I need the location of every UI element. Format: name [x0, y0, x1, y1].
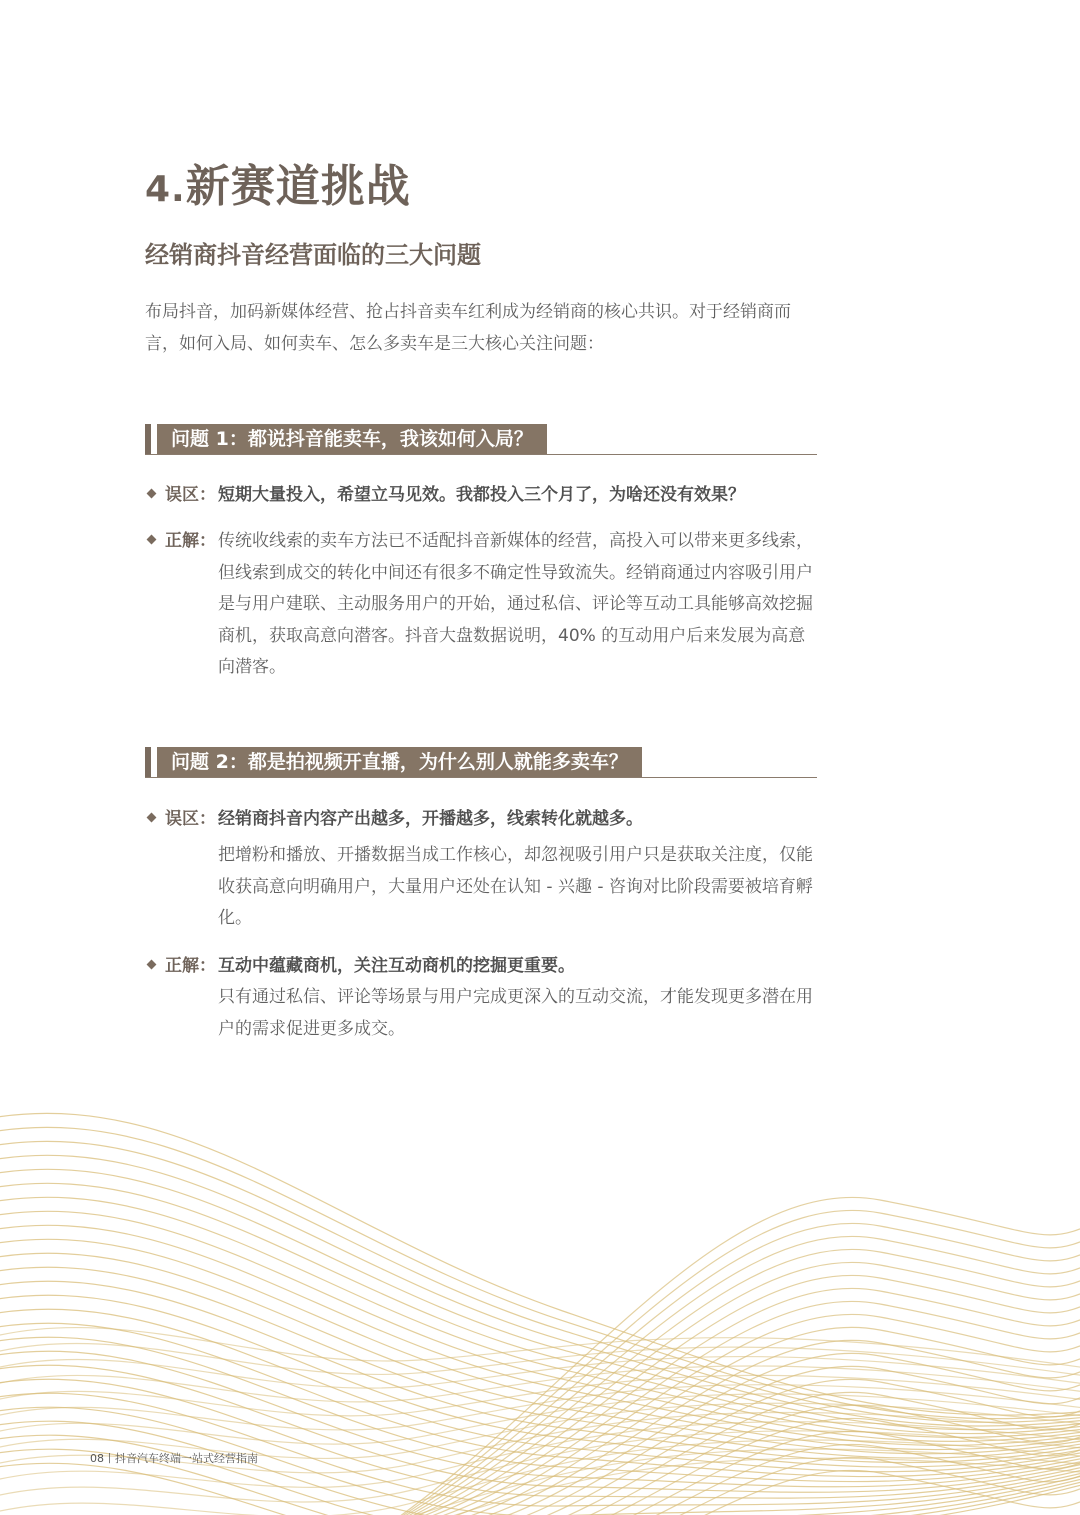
question-1-header	[145, 424, 817, 455]
question-2-header	[145, 747, 817, 778]
wave-line	[0, 1225, 1080, 1445]
section-title-text: 新赛道挑战	[185, 161, 411, 212]
question-2-title: 问题 2：都是拍视频开直播，为什么别人就能多卖车？	[157, 747, 642, 777]
intro-paragraph: 布局抖音，加码新媒体经营、抢占抖音卖车红利成为经销商的核心共识。对于经销商而言，如何入局、如何卖车、怎么多卖车是三大核心关注问题：	[145, 302, 791, 354]
section-number: 4.	[145, 169, 186, 210]
myth-detail: 把增粉和播放、开播数据当成工作核心，却忽视吸引用户只是获取关注度，仅能收获高意向明确用户，大量用户还处在认知 - 兴趣 - 咨询对比阶段需要被培育孵化。	[218, 845, 813, 928]
answer-text: 互动中蕴藏商机，关注互动商机的挖掘更重要。	[218, 956, 575, 976]
question-2-myth	[145, 804, 820, 934]
question-1-myth	[145, 480, 820, 512]
myth-text: 短期大量投入，希望立马见效。我都投入三个月了，为啥还没有效果？	[218, 485, 745, 505]
myth-tag: 误区：	[165, 809, 216, 829]
diamond-bullet-icon	[147, 813, 157, 823]
diamond-bullet-icon	[147, 489, 157, 499]
question-header-bar	[145, 424, 151, 454]
question-1-answer	[145, 526, 820, 686]
footer-separator: 丨	[104, 1452, 115, 1465]
question-header-bar	[145, 747, 151, 777]
answer-text: 传统收线索的卖车方法已不适配抖音新媒体的经营，高投入可以带来更多线索，但线索到成交的转化中间还有很多不确定性导致流失。经销商通过内容吸引用户是与用户建联、主动服务用户的开始，通过私信、评论等互动工具能够高效挖掘商机，获取高意向潜客。抖音大盘数据说明，40% 的互动用户后来发展为高意向潜客。	[218, 531, 813, 677]
page-number: 08	[90, 1452, 104, 1465]
wave-line	[0, 1113, 1080, 1415]
wave-line	[0, 1357, 1080, 1389]
diamond-bullet-icon	[147, 960, 157, 970]
myth-text: 经销商抖音内容产出越多，开播越多，线索转化就越多。	[218, 809, 643, 829]
wave-line	[380, 1210, 1080, 1515]
section-title	[145, 150, 411, 214]
question-1-title: 问题 1：都说抖音能卖车，我该如何入局？	[157, 424, 547, 454]
wave-line	[0, 1141, 1080, 1422]
answer-tag: 正解：	[165, 531, 216, 551]
answer-tag: 正解：	[165, 956, 216, 976]
section-subtitle: 经销商抖音经营面临的三大问题	[145, 241, 481, 269]
page-footer	[90, 1450, 258, 1466]
myth-tag: 误区：	[165, 485, 216, 505]
footer-doc-title: 抖音汽车终端一站式经营指南	[115, 1452, 258, 1465]
diamond-bullet-icon	[147, 535, 157, 545]
answer-detail: 只有通过私信、评论等场景与用户完成更深入的互动交流，才能发现更多潜在用户的需求促进更多成交。	[218, 987, 813, 1039]
question-2-answer	[145, 951, 820, 1051]
wave-line	[0, 1155, 1080, 1426]
